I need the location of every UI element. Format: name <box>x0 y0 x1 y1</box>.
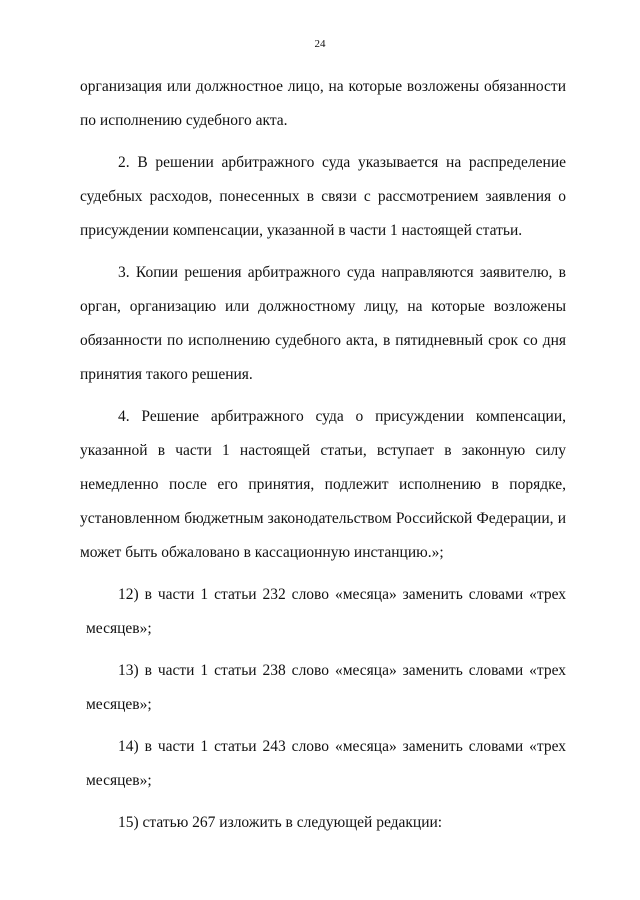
list-item-12: 12) в части 1 статьи 232 слово «месяца» заменить словами «трех месяцев»; <box>86 586 566 637</box>
list-item-13: 13) в части 1 статьи 238 слово «месяца» заменить словами «трех месяцев»; <box>86 662 566 713</box>
list-item-14: 14) в части 1 статьи 243 слово «месяца» заменить словами «трех месяцев»; <box>86 738 566 789</box>
document-body <box>80 70 566 840</box>
paragraph-point-3: 3. Копии решения арбитражного суда направляются заявителю, в орган, организацию или должностному лицу, на которые возложены обязанности по исполнению судебного акта, в пятидневный срок со дня принятия такого решения. <box>80 264 566 383</box>
paragraph-point-4: 4. Решение арбитражного суда о присуждении компенсации, указанной в части 1 настоящей статьи, вступает в законную силу немедленно после его принятия, подлежит исполнению в порядке, установленном бюджетным законодательством Российской Федерации, и может быть обжаловано в кассационную инстанцию.»; <box>80 408 566 561</box>
page-number: 24 <box>314 38 326 50</box>
list-item-15: 15) статью 267 изложить в следующей редакции: <box>118 814 443 831</box>
paragraph-point-2: 2. В решении арбитражного суда указывается на распределение судебных расходов, понесенных в связи с рассмотрением заявления о присуждении компенсации, указанной в части 1 настоящей статьи. <box>80 154 566 239</box>
paragraph-continuation: организация или должностное лицо, на которые возложены обязанности по исполнению судебного акта. <box>80 78 566 129</box>
